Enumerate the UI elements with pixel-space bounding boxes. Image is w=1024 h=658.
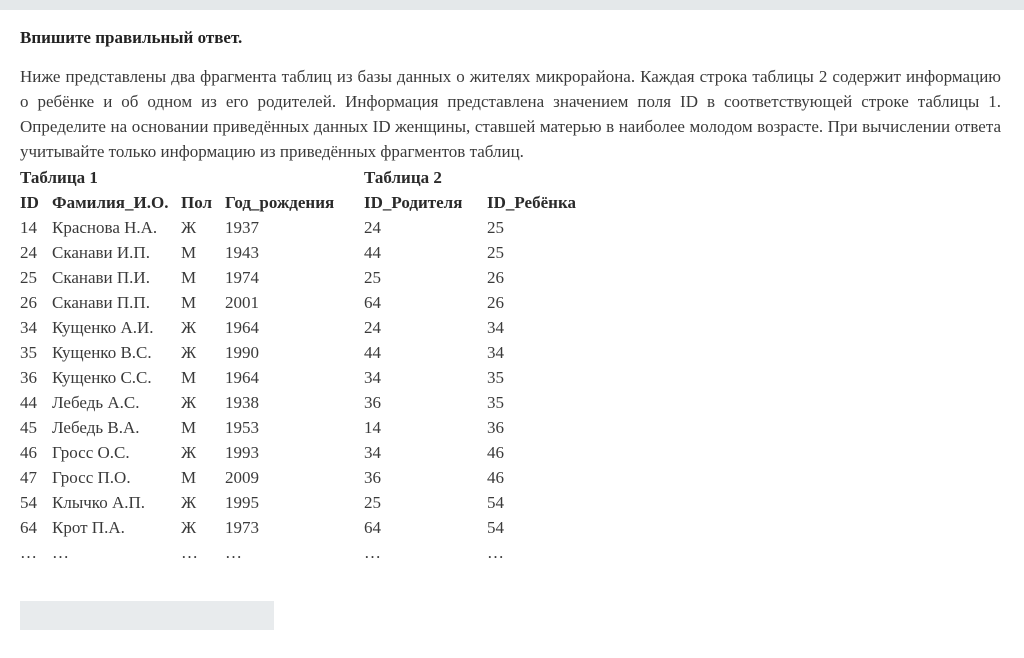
table-cell: 1937 bbox=[225, 218, 259, 237]
table-row bbox=[364, 540, 597, 565]
table-cell: 14 bbox=[364, 418, 381, 437]
table-cell: 24 bbox=[364, 218, 381, 237]
table-row bbox=[364, 515, 597, 540]
table-cell: 35 bbox=[487, 393, 504, 412]
table-cell: 1973 bbox=[225, 518, 259, 537]
table-cell: 35 bbox=[20, 343, 37, 362]
top-bar bbox=[0, 0, 1024, 10]
table-row bbox=[20, 315, 355, 340]
table-1 bbox=[20, 165, 355, 565]
table-cell: 36 bbox=[364, 468, 381, 487]
table-cell: Сканави И.П. bbox=[52, 243, 150, 262]
table-cell: 54 bbox=[20, 493, 37, 512]
table-cell: 64 bbox=[364, 293, 381, 312]
table-cell: 36 bbox=[487, 418, 504, 437]
column-header: Пол bbox=[181, 193, 213, 212]
table-cell: 25 bbox=[364, 268, 381, 287]
table-cell: 46 bbox=[487, 468, 504, 487]
table-cell: 1938 bbox=[225, 393, 259, 412]
table-cell: 24 bbox=[364, 318, 381, 337]
table-cell: М bbox=[181, 368, 197, 387]
table-cell: 47 bbox=[20, 468, 37, 487]
table-cell: 26 bbox=[487, 268, 504, 287]
table-cell: 35 bbox=[487, 368, 504, 387]
question-text: Ниже представлены два фрагмента таблиц из базы данных о жителях микрорайона. Каждая строка таблицы 2 содержит информацию о ребёнке и об одном из его родителей. Информация представлена значением поля ID в соответствующей строке таблицы 1. Определите на основании приведённых данных ID женщины, ставшей матерью в наиболее молодом возрасте. При вычислении ответа учитывайте только информацию из приведённых фрагментов таблиц. bbox=[20, 67, 1001, 161]
table-cell: … bbox=[20, 543, 37, 562]
table-cell: Ж bbox=[181, 493, 197, 512]
table-row bbox=[364, 340, 597, 365]
table-cell: 1974 bbox=[225, 268, 259, 287]
column-header: ID bbox=[20, 193, 39, 212]
table-cell: 46 bbox=[20, 443, 37, 462]
table-row bbox=[364, 465, 597, 490]
table-row bbox=[364, 315, 597, 340]
table-cell: 34 bbox=[364, 368, 381, 387]
table-cell: Гросс О.С. bbox=[52, 443, 130, 462]
column-header: ID_Родителя bbox=[364, 193, 463, 212]
table-cell: 64 bbox=[364, 518, 381, 537]
table-cell: Клычко А.П. bbox=[52, 493, 145, 512]
table-row bbox=[364, 390, 597, 415]
table-cell: Лебедь В.А. bbox=[52, 418, 140, 437]
table-2 bbox=[364, 165, 597, 565]
table-row bbox=[20, 240, 355, 265]
table-row bbox=[20, 265, 355, 290]
table-row bbox=[20, 490, 355, 515]
table-cell: 14 bbox=[20, 218, 37, 237]
table-cell: … bbox=[364, 543, 381, 562]
table-cell: 25 bbox=[364, 493, 381, 512]
table-cell: 25 bbox=[20, 268, 37, 287]
table-cell: М bbox=[181, 268, 197, 287]
table-cell: 25 bbox=[487, 218, 504, 237]
table-row bbox=[20, 440, 355, 465]
table-caption: Таблица 2 bbox=[364, 168, 442, 187]
table-cell: 1943 bbox=[225, 243, 259, 262]
table-cell: 1995 bbox=[225, 493, 259, 512]
table-cell: Кущенко С.С. bbox=[52, 368, 152, 387]
table-row bbox=[364, 215, 597, 240]
table-row bbox=[20, 390, 355, 415]
table-cell: 44 bbox=[20, 393, 37, 412]
table-cell: 34 bbox=[20, 318, 37, 337]
table-cell: М bbox=[181, 418, 197, 437]
table-row bbox=[20, 540, 355, 565]
table-cell: Ж bbox=[181, 443, 197, 462]
table-caption: Таблица 1 bbox=[20, 168, 98, 187]
table-row bbox=[20, 340, 355, 365]
table-cell: Сканави П.И. bbox=[52, 268, 150, 287]
table-cell: Ж bbox=[181, 343, 197, 362]
table-cell: 54 bbox=[487, 518, 504, 537]
table-cell: М bbox=[181, 468, 197, 487]
table-cell: … bbox=[487, 543, 504, 562]
table-cell: Краснова Н.А. bbox=[52, 218, 158, 237]
table-row bbox=[20, 215, 355, 240]
column-header: Фамилия_И.О. bbox=[52, 193, 169, 212]
table-cell: 36 bbox=[20, 368, 37, 387]
table-cell: 45 bbox=[20, 418, 37, 437]
table-cell: … bbox=[225, 543, 242, 562]
table-cell: Кущенко А.И. bbox=[52, 318, 154, 337]
table-row bbox=[20, 290, 355, 315]
table-cell: М bbox=[181, 243, 197, 262]
table-cell: 36 bbox=[364, 393, 381, 412]
table-cell: Ж bbox=[181, 218, 197, 237]
table-cell: 26 bbox=[487, 293, 504, 312]
table-cell: 54 bbox=[487, 493, 504, 512]
task-heading: Впишите правильный ответ. bbox=[20, 28, 243, 47]
table-row bbox=[364, 240, 597, 265]
table-cell: 25 bbox=[487, 243, 504, 262]
table-cell: 34 bbox=[487, 343, 504, 362]
table-cell: Крот П.А. bbox=[52, 518, 125, 537]
table-cell: 1964 bbox=[225, 318, 259, 337]
table-row bbox=[20, 515, 355, 540]
table-row bbox=[364, 440, 597, 465]
table-cell: Ж bbox=[181, 518, 197, 537]
table-cell: 2009 bbox=[225, 468, 259, 487]
answer-input[interactable] bbox=[20, 601, 274, 630]
table-header-row bbox=[364, 190, 597, 215]
table-cell: 1990 bbox=[225, 343, 259, 362]
table-caption-row bbox=[20, 165, 355, 190]
table-row bbox=[20, 465, 355, 490]
table-cell: Ж bbox=[181, 393, 197, 412]
table-row bbox=[364, 290, 597, 315]
table-cell: 1993 bbox=[225, 443, 259, 462]
column-header: Год_рождения bbox=[225, 193, 335, 212]
table-cell: 46 bbox=[487, 443, 504, 462]
table-caption-row bbox=[364, 165, 597, 190]
table-cell: М bbox=[181, 293, 197, 312]
table-cell: 34 bbox=[364, 443, 381, 462]
table-cell: Гросс П.О. bbox=[52, 468, 131, 487]
table-header-row bbox=[20, 190, 355, 215]
table-row bbox=[20, 415, 355, 440]
table-cell: 34 bbox=[487, 318, 504, 337]
table-cell: Кущенко В.С. bbox=[52, 343, 152, 362]
table-cell: Сканави П.П. bbox=[52, 293, 150, 312]
table-cell: Лебедь А.С. bbox=[52, 393, 140, 412]
table-cell: … bbox=[181, 543, 198, 562]
table-cell: Ж bbox=[181, 318, 197, 337]
table-cell: 1964 bbox=[225, 368, 259, 387]
table-row bbox=[364, 415, 597, 440]
table-cell: 64 bbox=[20, 518, 37, 537]
table-row bbox=[364, 365, 597, 390]
table-cell: 2001 bbox=[225, 293, 259, 312]
table-row bbox=[364, 490, 597, 515]
table-row bbox=[20, 365, 355, 390]
table-cell: 26 bbox=[20, 293, 37, 312]
table-row bbox=[364, 265, 597, 290]
table-cell: … bbox=[52, 543, 69, 562]
table-cell: 44 bbox=[364, 243, 381, 262]
column-header: ID_Ребёнка bbox=[487, 193, 576, 212]
table-cell: 24 bbox=[20, 243, 37, 262]
table-cell: 1953 bbox=[225, 418, 259, 437]
table-cell: 44 bbox=[364, 343, 381, 362]
